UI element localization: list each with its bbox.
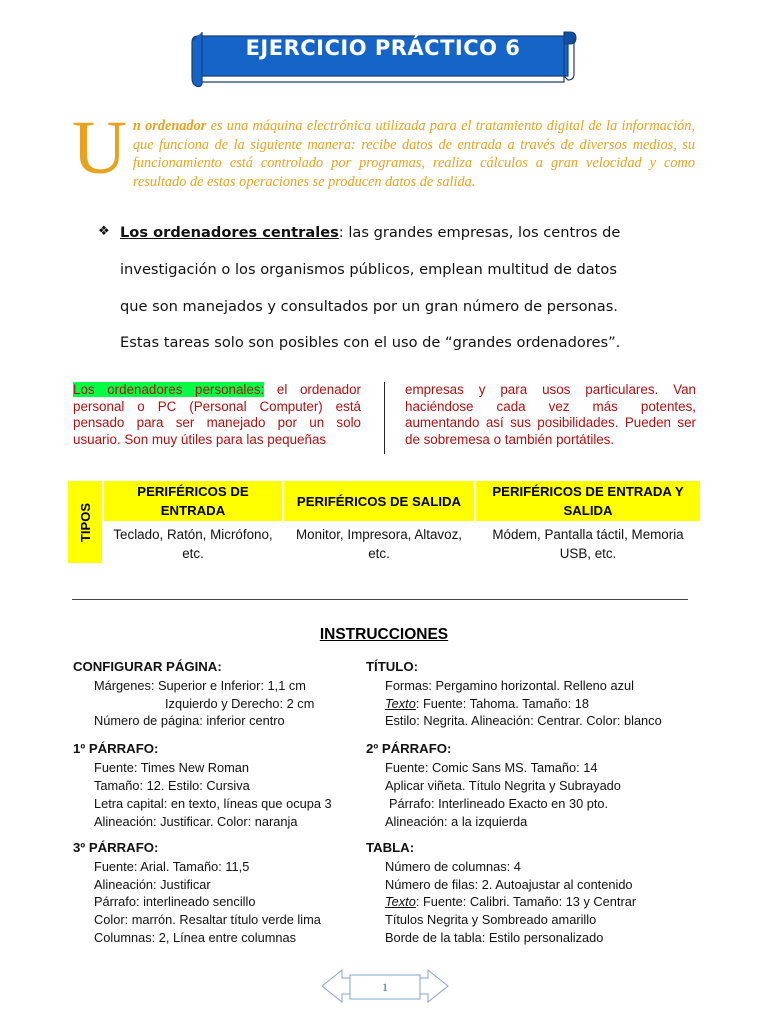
parrafo2-line-4: Alineación: a la izquierda	[385, 814, 528, 829]
titulo-line-2	[385, 696, 589, 711]
paragraph-1-bold: n ordenador	[132, 118, 207, 134]
parrafo2-line-1: Fuente: Comic Sans MS. Tamaño: 14	[385, 760, 598, 775]
parrafo2-line-3: Párrafo: Interlineado Exacto en 30 pto.	[389, 796, 609, 811]
configurar-line-2: Izquierdo y Derecho: 2 cm	[165, 696, 315, 711]
parrafo1-heading: 1º PÁRRAFO:	[73, 741, 159, 756]
tabla-line-2: Número de filas: 2. Autoajustar al contenido	[385, 877, 633, 892]
parrafo3-heading: 3º PÁRRAFO:	[73, 840, 159, 855]
page-number: 1	[382, 980, 388, 994]
paragraph-3-highlight: Los ordenadores personales:	[73, 382, 265, 397]
parrafo3-line-3: Párrafo: interlineado sencillo	[94, 894, 256, 909]
column-divider	[384, 382, 385, 454]
parrafo3-line-2: Alineación: Justificar	[94, 877, 211, 892]
configurar-line-3: Número de página: inferior centro	[94, 713, 285, 728]
paragraph-2-line-3: que son manejados y consultados por un gran número de personas.	[120, 298, 618, 315]
tabla-line-1: Número de columnas: 4	[385, 859, 521, 874]
parrafo1-line-2: Tamaño: 12. Estilo: Cursiva	[94, 778, 250, 793]
tabla-heading: TABLA:	[366, 840, 415, 855]
paragraph-2-line-2: investigación o los organismos públicos, emplean multitud de datos	[120, 261, 617, 278]
configurar-heading: CONFIGURAR PÁGINA:	[73, 659, 222, 674]
tabla-line-3-text: : Fuente: Calibri. Tamaño: 13 y Centrar	[415, 894, 637, 909]
table-header-3: PERIFÉRICOS DE ENTRADA Y SALIDA	[476, 481, 700, 521]
table-cell-2: Monitor, Impresora, Altavoz, etc.	[296, 527, 462, 561]
paragraph-2-line-4: Estas tareas solo son posibles con el uso de “grandes ordenadores”.	[120, 334, 621, 351]
table-header-2: PERIFÉRICOS DE SALIDA	[284, 481, 474, 521]
titulo-line-1: Formas: Pergamino horizontal. Relleno azul	[385, 678, 634, 693]
diamond-bullet-icon: ❖	[98, 224, 110, 239]
titulo-line-3: Estilo: Negrita. Alineación: Centrar. Color: blanco	[385, 713, 662, 728]
page-title: EJERCICIO PRÁCTICO 6	[245, 36, 521, 60]
table-side-label: TIPOS	[77, 502, 93, 542]
separator-line	[72, 599, 688, 600]
parrafo3-line-5: Columnas: 2, Línea entre columnas	[94, 930, 297, 945]
paragraph-3-left-column	[73, 382, 361, 448]
titulo-texto-label: Texto	[385, 696, 416, 711]
paragraph-3-right-column: empresas y para usos particulares. Van haciéndose cada vez más potentes, aumentando así sus posibilidades. Pueden ser de sobremesa o también portátiles.	[405, 382, 696, 447]
tabla-line-3	[385, 894, 636, 909]
tabla-texto-label: Texto	[385, 894, 416, 909]
parrafo2-heading: 2º PÁRRAFO:	[366, 741, 452, 756]
paragraph-2-line-1	[120, 224, 620, 241]
tabla-line-5: Borde de la tabla: Estilo personalizado	[385, 930, 604, 945]
paragraph-1-text: es una máquina electrónica utilizada para el tratamiento digital de la información, que funciona de la siguiente manera: recibe datos de entrada a través de diversos medios, su funcionamiento está controlado por programas, realiza cálculos a gran velocidad y como resultado de estas operaciones se producen datos de salida.	[132, 118, 695, 190]
table-header-1: PERIFÉRICOS DE ENTRADA	[104, 481, 282, 521]
parrafo3-line-4: Color: marrón. Resaltar título verde lima	[94, 912, 321, 927]
tabla-line-4: Títulos Negrita y Sombreado amarillo	[385, 912, 597, 927]
drop-cap-letter: U	[72, 106, 127, 190]
instructions-title: INSTRUCCIONES	[319, 626, 449, 643]
configurar-line-1: Márgenes: Superior e Inferior: 1,1 cm	[94, 678, 306, 693]
titulo-heading: TÍTULO:	[366, 659, 419, 674]
paragraph-2-title: Los ordenadores centrales	[120, 224, 339, 241]
paragraph-1	[72, 106, 695, 191]
table-cell-1: Teclado, Ratón, Micrófono, etc.	[113, 527, 273, 561]
parrafo3-line-1: Fuente: Arial. Tamaño: 11,5	[94, 859, 250, 874]
paragraph-3-left-text: el ordenador personal o PC (Personal Computer) está pensado para ser manejado por un solo usuario. Son muy útiles para las pequeñas	[73, 382, 361, 447]
table-cell-3: Módem, Pantalla táctil, Memoria USB, etc.	[492, 527, 684, 561]
parrafo2-line-2: Aplicar viñeta. Título Negrita y Subrayado	[385, 778, 621, 793]
table-side-label-wrap	[68, 481, 102, 563]
parrafo1-line-4: Alineación: Justificar. Color: naranja	[94, 814, 298, 829]
titulo-line-2-text: : Fuente: Tahoma. Tamaño: 18	[415, 696, 589, 711]
paragraph-2-line-1-text: : las grandes empresas, los centros de	[338, 224, 621, 241]
parrafo1-line-3: Letra capital: en texto, líneas que ocupa 3	[94, 796, 332, 811]
parrafo1-line-1: Fuente: Times New Roman	[94, 760, 250, 775]
